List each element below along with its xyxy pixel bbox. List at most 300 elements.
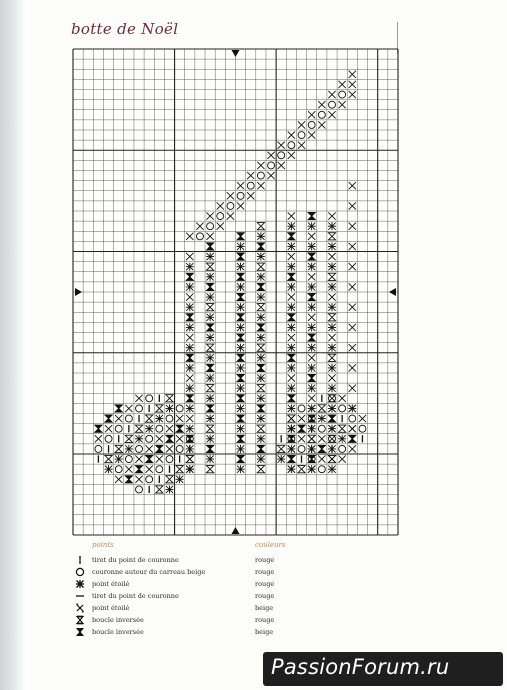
stitch-star: [308, 283, 316, 291]
stitch-star: [257, 334, 265, 342]
stitch-star: [277, 455, 285, 463]
stitch-cross: [349, 283, 356, 290]
stitch-ring: [176, 445, 183, 452]
stitch-hgfill: [186, 395, 193, 402]
stitch-star: [308, 263, 316, 271]
stitch-hgout: [156, 486, 163, 493]
stitch-star: [287, 344, 295, 352]
stitch-star: [308, 384, 316, 392]
stitch-cross: [308, 273, 315, 280]
stitch-cross: [135, 476, 142, 483]
stitch-hgfill: [237, 253, 244, 260]
legend-item: [75, 555, 395, 567]
stitch-hgout: [328, 455, 335, 462]
stitch-cross: [186, 253, 193, 260]
stitch-hgfill: [257, 283, 264, 290]
stitch-cross: [349, 263, 356, 270]
stitch-cross: [186, 334, 193, 341]
stitch-star: [338, 435, 346, 443]
center-marker-bottom: [232, 527, 240, 534]
stitch-cross: [349, 344, 356, 351]
center-marker-left: [75, 288, 82, 296]
stitch-cross: [237, 202, 244, 209]
stitch-cross: [257, 162, 264, 169]
stitch-ring: [136, 486, 143, 493]
stitch-cross: [267, 172, 274, 179]
legend-item-color: beige: [255, 604, 274, 612]
horizontal-dash-icon: [75, 591, 85, 601]
stitch-star: [328, 465, 336, 473]
stitch-star: [186, 283, 194, 291]
stitch-ring: [298, 405, 305, 412]
legend-item: [75, 591, 395, 603]
stitch-cross: [338, 395, 345, 402]
stitch-ring: [125, 456, 132, 463]
stitch-hgout: [328, 354, 335, 361]
stitch-star: [135, 435, 143, 443]
legend-item: [75, 567, 395, 579]
stitch-cross: [318, 101, 325, 108]
stitch-hgfill: [288, 233, 295, 240]
stitch-ring: [156, 425, 163, 432]
stitch-star: [237, 344, 245, 352]
hourglass-outline-icon: [75, 615, 85, 625]
stitch-ring: [349, 415, 356, 422]
stitch-hgout: [206, 466, 213, 473]
stitch-hgout: [206, 344, 213, 351]
stitch-hgfill: [237, 354, 244, 361]
legend-item-color: rouge: [255, 580, 275, 588]
stitch-hgout: [257, 385, 264, 392]
stitch-hgfill: [237, 435, 244, 442]
stitch-cross: [176, 415, 183, 422]
legend-item: [75, 603, 395, 615]
legend-item-label: point étoilé: [92, 580, 130, 588]
stitch-star: [287, 303, 295, 311]
stitch-star: [186, 303, 194, 311]
stitch-cross: [298, 435, 305, 442]
stitch-cross: [349, 243, 356, 250]
vertical-dash-icon: [75, 555, 85, 565]
stitch-hgout: [166, 476, 173, 483]
legend-item-color: rouge: [255, 592, 275, 600]
stitch-star: [206, 374, 214, 382]
stitch-star: [328, 222, 336, 230]
stitch-hgout: [308, 435, 315, 442]
watermark-badge: [263, 652, 503, 686]
stitch-hgfill: [308, 253, 315, 260]
stitch-ring: [166, 415, 173, 422]
stitch-hgfill: [237, 415, 244, 422]
stitch-hgout: [206, 304, 213, 311]
stitch-hgfill: [298, 425, 305, 432]
stitch-star: [328, 263, 336, 271]
stitch-hgfill: [288, 273, 295, 280]
stitch-hgfill: [206, 445, 213, 452]
stitch-star: [308, 303, 316, 311]
stitch-hgfill: [206, 405, 213, 412]
stitch-cross: [359, 415, 366, 422]
stitch-cross: [166, 425, 173, 432]
stitch-star: [287, 425, 295, 433]
stitch-cross: [115, 415, 122, 422]
stitch-ring: [278, 152, 285, 159]
stitch-star: [257, 354, 265, 362]
stitch-star: [237, 303, 245, 311]
stitch-hgout: [257, 466, 264, 473]
ring-icon: [75, 567, 85, 577]
legend-item-color: rouge: [255, 616, 275, 624]
stitch-cross: [217, 202, 224, 209]
stitch-star: [206, 394, 214, 402]
stitch-ring: [105, 435, 112, 442]
stitch-ring: [359, 425, 366, 432]
stitch-hgfill: [288, 354, 295, 361]
legend-item-label: boucle inversée: [92, 628, 144, 636]
stitch-hgfill: [135, 466, 142, 473]
stitch-star: [186, 384, 194, 392]
stitch-hgfill: [237, 374, 244, 381]
stitch-hgout: [298, 466, 305, 473]
stitch-star: [308, 242, 316, 250]
stitch-cross: [349, 81, 356, 88]
stitch-cross: [146, 466, 153, 473]
stitch-cross: [247, 172, 254, 179]
stitch-star: [186, 465, 194, 473]
stitch-ring: [146, 395, 153, 402]
legend-item-label: point étoilé: [92, 604, 130, 612]
stitch-hgfill: [206, 243, 213, 250]
stitch-cross: [328, 334, 335, 341]
stitch-hgfill: [156, 445, 163, 452]
stitch-hgout: [206, 385, 213, 392]
stitch-star: [145, 425, 153, 433]
stitch-cross: [349, 324, 356, 331]
stitch-cross: [227, 212, 234, 219]
stitch-hgfill: [308, 212, 315, 219]
stitch-hgout: [156, 405, 163, 412]
stitch-ring: [227, 202, 234, 209]
stitch-hgfill: [237, 273, 244, 280]
stitch-ring: [136, 405, 143, 412]
stitch-cross: [328, 253, 335, 260]
stitch-star: [125, 445, 133, 453]
stitch-cross: [186, 374, 193, 381]
stitch-hgfill: [257, 324, 264, 331]
stitch-star: [328, 303, 336, 311]
stitch-star: [287, 384, 295, 392]
stitch-star: [257, 374, 265, 382]
stitch-cross: [135, 455, 142, 462]
stitch-star: [257, 415, 265, 423]
stitch-hgfill: [328, 415, 335, 422]
stitch-star: [328, 344, 336, 352]
stitch-hgfill: [95, 425, 102, 432]
stitch-star: [206, 455, 214, 463]
stitch-ring: [339, 91, 346, 98]
stitch-ring: [318, 466, 325, 473]
stitch-star: [206, 293, 214, 301]
stitch-cross: [247, 192, 254, 199]
legend-item: [75, 579, 395, 591]
stitch-ring: [257, 172, 264, 179]
stitch-hgout: [115, 445, 122, 452]
stitch-star: [308, 222, 316, 230]
stitch-hgout: [135, 425, 142, 432]
stitch-ring: [339, 445, 346, 452]
stitch-hgout: [186, 455, 193, 462]
stitch-cross: [308, 131, 315, 138]
stitch-cross: [146, 445, 153, 452]
stitch-ring: [207, 223, 214, 230]
stitch-star: [328, 323, 336, 331]
stitch-star: [165, 404, 173, 412]
stitch-hgfill: [308, 374, 315, 381]
stitch-star: [206, 415, 214, 423]
stitch-hgfill: [237, 395, 244, 402]
stitch-cross: [308, 395, 315, 402]
stitch-star: [257, 253, 265, 261]
stitch-ring: [268, 162, 275, 169]
stitch-star: [257, 313, 265, 321]
stitch-cross: [308, 233, 315, 240]
stitch-cross: [288, 293, 295, 300]
legend-item-color: rouge: [255, 568, 275, 576]
stitch-star: [176, 475, 184, 483]
stitch-cross: [349, 182, 356, 189]
stitch-hgfill: [237, 314, 244, 321]
legend-colors-header: couleurs: [255, 541, 286, 549]
stitch-ring: [136, 445, 143, 452]
stitch-ring: [288, 142, 295, 149]
stitch-hgfill: [105, 415, 112, 422]
stitch-cross: [267, 152, 274, 159]
stitch-cross: [206, 212, 213, 219]
stitch-hgfill: [237, 455, 244, 462]
stitch-hgfill: [349, 435, 356, 442]
stitch-hgfill: [257, 364, 264, 371]
stitch-cross: [318, 455, 325, 462]
stitch-star: [186, 425, 194, 433]
stitch-hgfill: [166, 435, 173, 442]
stitch-hgfill: [206, 364, 213, 371]
stitch-hgout: [328, 273, 335, 280]
stitch-cross: [288, 131, 295, 138]
stitch-star: [237, 465, 245, 473]
stitch-hgout: [318, 405, 325, 412]
stitch-star: [257, 455, 265, 463]
stitch-star: [287, 404, 295, 412]
stitch-cross: [135, 395, 142, 402]
stitch-cross: [288, 212, 295, 219]
stitch-star: [206, 334, 214, 342]
stitch-star: [308, 364, 316, 372]
stitch-hgout: [206, 263, 213, 270]
stitch-ring: [196, 233, 203, 240]
center-marker-top: [232, 50, 240, 57]
stitch-star: [186, 323, 194, 331]
stitch-hgfill: [308, 293, 315, 300]
stitch-cross: [196, 223, 203, 230]
stitch-ring: [176, 405, 183, 412]
stitch-ring: [298, 445, 305, 452]
stitch-cross: [349, 71, 356, 78]
stitch-hgout: [146, 415, 153, 422]
stitch-star: [257, 293, 265, 301]
stitch-cross: [166, 445, 173, 452]
legend-item: [75, 627, 395, 639]
stitch-cross: [288, 374, 295, 381]
legend-item-color: beige: [255, 628, 274, 636]
stitch-ring: [237, 192, 244, 199]
stitch-star: [328, 242, 336, 250]
stitch-star: [237, 445, 245, 453]
stitch-hgout: [257, 263, 264, 270]
stitch-hgfill: [186, 273, 193, 280]
stitch-star: [287, 263, 295, 271]
stitch-cross: [288, 334, 295, 341]
stitch-hgout: [257, 344, 264, 351]
stitch-star: [206, 273, 214, 281]
stitch-hgfill: [206, 283, 213, 290]
stitch-cross: [298, 142, 305, 149]
stitch-cross: [278, 142, 285, 149]
stitch-hgout: [257, 304, 264, 311]
stitch-cross: [156, 435, 163, 442]
stitch-cross: [278, 162, 285, 169]
stitch-star: [328, 384, 336, 392]
stitch-cross: [176, 435, 183, 442]
stitch-ring: [166, 456, 173, 463]
stitch-cross: [288, 253, 295, 260]
legend-item-color: rouge: [255, 556, 275, 564]
stitch-ring: [125, 415, 132, 422]
stitch-ring: [318, 111, 325, 118]
stitch-cross: [318, 435, 325, 442]
stitch-cross: [349, 223, 356, 230]
stitch-cross: [105, 425, 112, 432]
stitch-hgfill: [237, 293, 244, 300]
stitch-star: [206, 435, 214, 443]
stitch-star: [206, 313, 214, 321]
stitch-hgfill: [237, 233, 244, 240]
stitch-cross: [328, 91, 335, 98]
stitch-hgout: [166, 395, 173, 402]
stitch-star: [237, 323, 245, 331]
stitch-hgfill: [308, 334, 315, 341]
legend-item-label: tiret du point de couronne: [92, 556, 179, 564]
stitch-cross: [349, 202, 356, 209]
stitch-cross: [298, 415, 305, 422]
stitch-star: [257, 394, 265, 402]
stitch-star: [206, 354, 214, 362]
stitch-ring: [318, 425, 325, 432]
stitch-star: [287, 283, 295, 291]
stitch-star: [155, 415, 163, 423]
stitch-ring: [156, 466, 163, 473]
stitch-star: [186, 263, 194, 271]
stitch-ring: [146, 476, 153, 483]
stitch-hgfill: [237, 334, 244, 341]
stitch-hgfill: [257, 405, 264, 412]
stitch-cross: [338, 101, 345, 108]
stitch-cross: [308, 354, 315, 361]
stitch-cross: [328, 293, 335, 300]
stitch-hgout: [257, 425, 264, 432]
stitch-hgfill: [288, 314, 295, 321]
stitch-cross: [288, 152, 295, 159]
stitch-star: [237, 384, 245, 392]
stitch-hgout: [338, 425, 345, 432]
stitch-star: [186, 364, 194, 372]
stitch-star: [308, 344, 316, 352]
stitch-cross: [186, 293, 193, 300]
stitch-ring: [247, 182, 254, 189]
stitch-cross: [349, 445, 356, 452]
stitch-star: [287, 242, 295, 250]
stitch-hgfill: [318, 445, 325, 452]
stitch-star: [237, 364, 245, 372]
stitch-star: [186, 344, 194, 352]
stitch-hgout: [288, 415, 295, 422]
legend-item-label: couronne autour du carreau beige: [92, 568, 206, 576]
stitch-cross: [308, 111, 315, 118]
hourglass-filled-icon: [75, 627, 85, 637]
stitch-star: [237, 425, 245, 433]
stitch-star: [257, 435, 265, 443]
stitch-cross: [125, 405, 132, 412]
stitch-hgfill: [176, 425, 183, 432]
stitch-cross: [227, 192, 234, 199]
stitch-hgout: [278, 445, 285, 452]
stitch-star: [105, 465, 113, 473]
stitch-hgout: [328, 314, 335, 321]
stitch-star: [328, 283, 336, 291]
stitch-hgout: [125, 435, 132, 442]
stitch-hgfill: [288, 395, 295, 402]
stitch-hgfill: [257, 445, 264, 452]
stitch-cross: [257, 182, 264, 189]
legend-item: [75, 615, 395, 627]
stitch-hgfill: [125, 476, 132, 483]
stitch-ring: [115, 466, 122, 473]
stitch-star: [287, 222, 295, 230]
stitch-star: [328, 364, 336, 372]
stitch-cross: [186, 415, 193, 422]
stitch-cross: [308, 314, 315, 321]
stitch-cross: [349, 425, 356, 432]
stitch-cross: [349, 304, 356, 311]
stitch-cross: [349, 91, 356, 98]
stitch-hgfill: [186, 314, 193, 321]
legend-item-label: tiret du point de couronne: [92, 592, 179, 600]
stitch-star: [237, 283, 245, 291]
stitch-hgfill: [115, 405, 122, 412]
stitch-star: [287, 364, 295, 372]
stitch-star: [206, 253, 214, 261]
legend-item-label: boucle inversée: [92, 616, 144, 624]
stitch-ring: [329, 101, 336, 108]
stitch-cross: [95, 435, 102, 442]
stitch-star: [165, 485, 173, 493]
stitch-cross: [318, 121, 325, 128]
stitch-cross: [328, 111, 335, 118]
stitch-ring: [95, 445, 102, 452]
stitch-hgout: [176, 466, 183, 473]
stitch-hgfill: [146, 455, 153, 462]
stitch-cross: [206, 233, 213, 240]
stitch-star: [257, 273, 265, 281]
